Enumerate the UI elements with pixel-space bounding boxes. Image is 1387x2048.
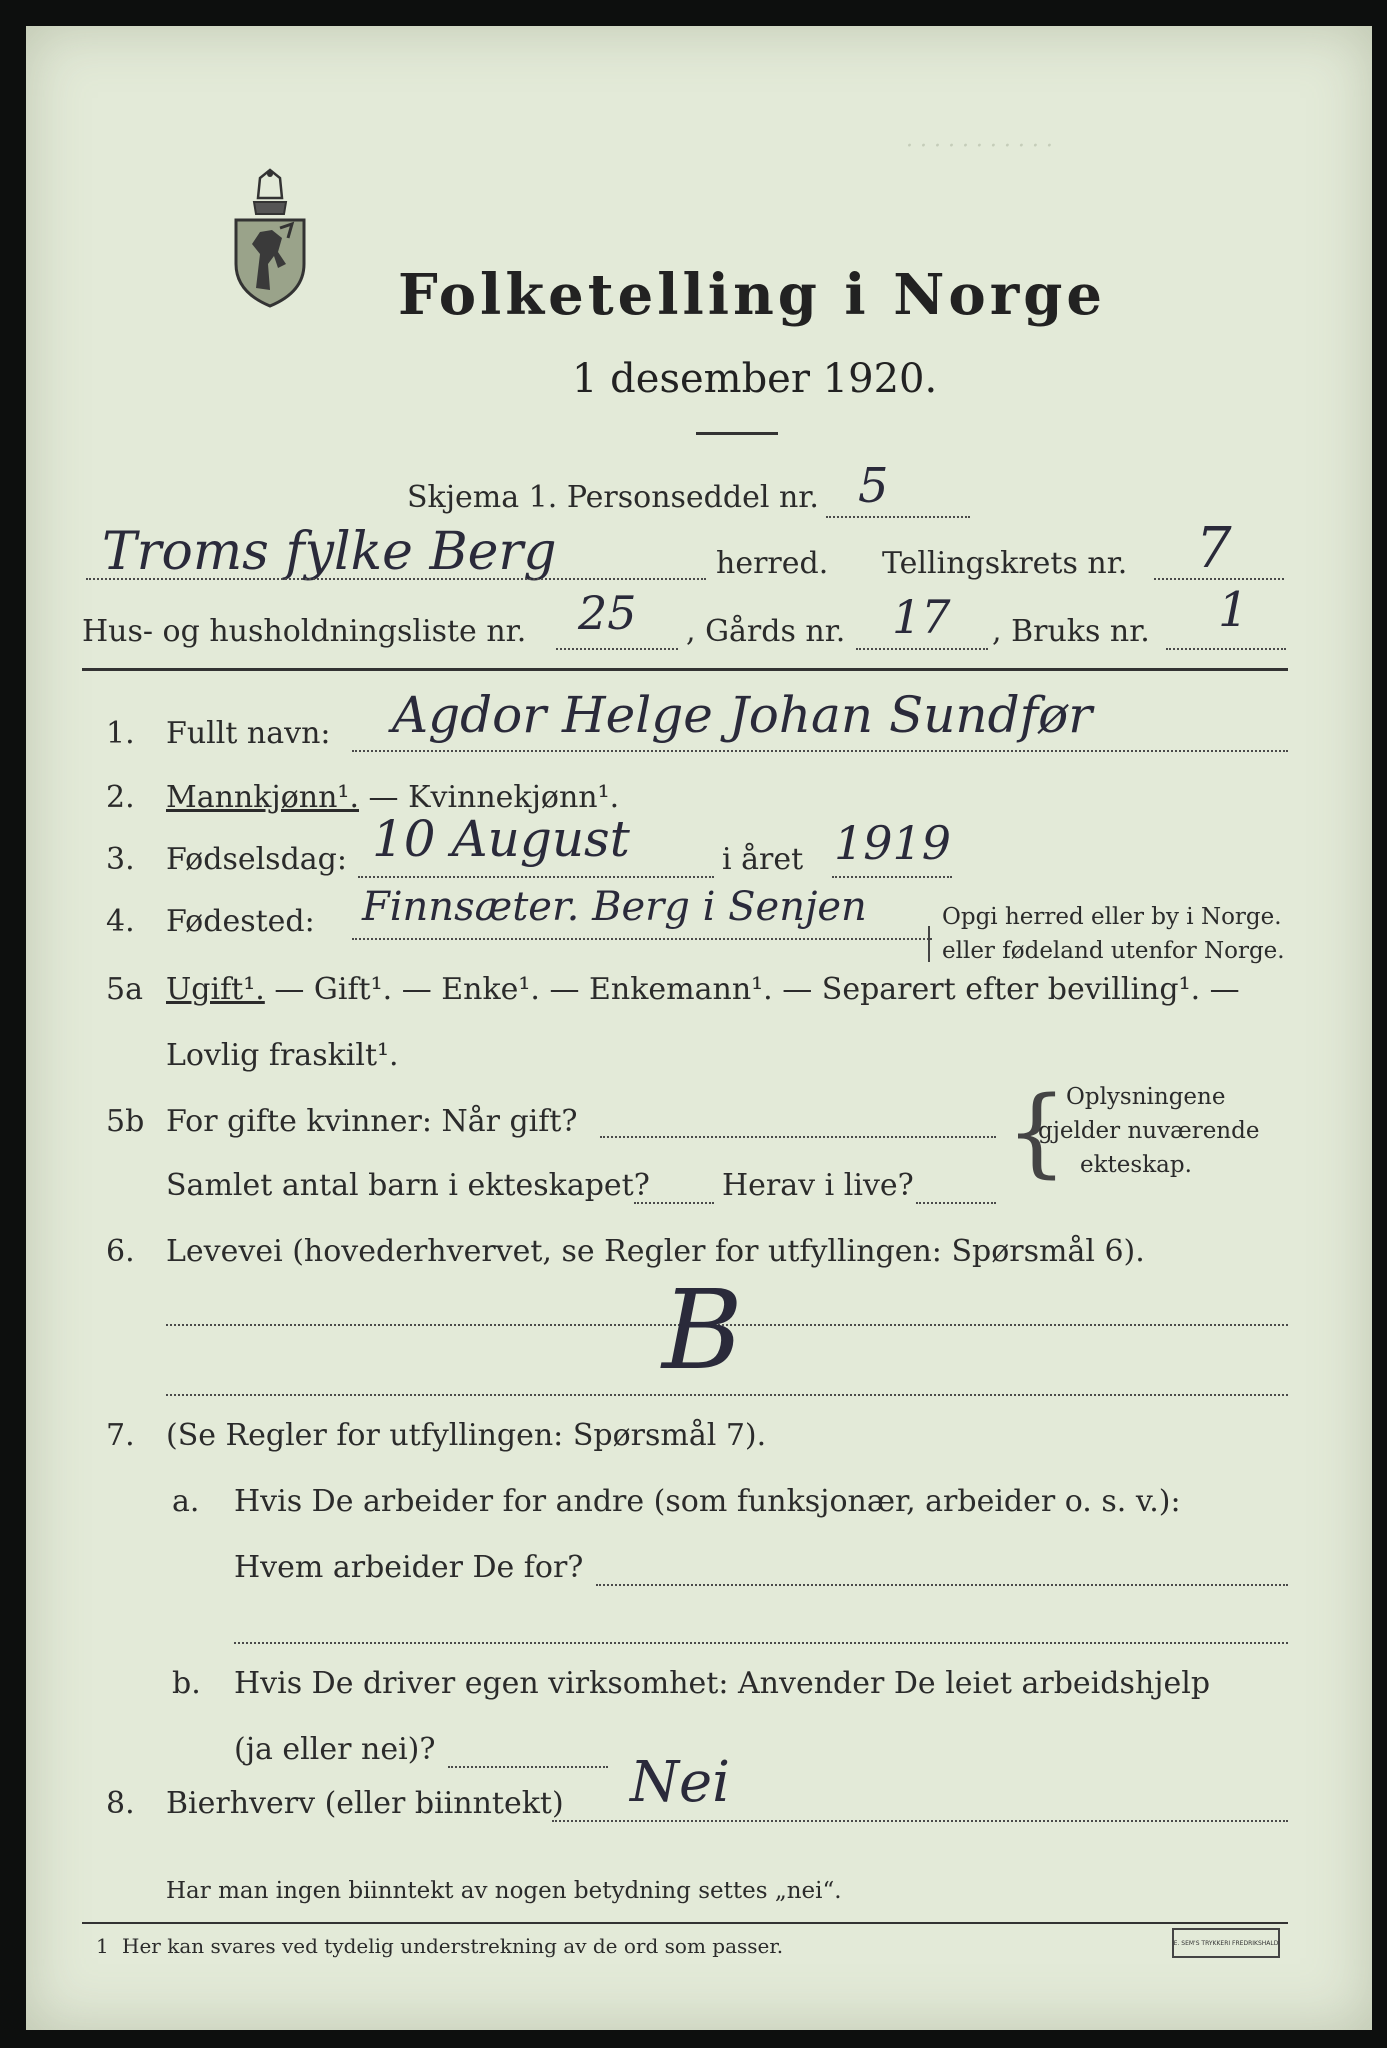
q2-separator: — [359,780,409,815]
personseddel-number: 5 [858,458,889,514]
q6-number: 6. [106,1234,135,1269]
bleed-through-text: · · · · · · · · · · · [906,134,1053,159]
q5a-options [166,972,1240,1007]
biinntekt-note: Har man ingen biinntekt av nogen betydning settes „nei“. [166,1878,842,1904]
q1-dotted-line [352,750,1288,752]
q5b-note-line2: gjelder nuværende [1038,1118,1260,1144]
printer-stamp-text: E. SEM'S TRYKKERI FREDRIKSHALD [1173,1939,1279,1947]
q5b-alive-dotted-line [916,1202,996,1204]
q5b-alive-label: Herav i live? [722,1168,914,1203]
form-title: Folketelling i Norge [398,262,1107,328]
footnote-text: Her kan svares ved tydelig understrekning av de ord som passer. [122,1934,784,1958]
q3-dotted-line [358,876,714,878]
herred-value: Troms fylke Berg [102,522,557,582]
q8-value: Nei [630,1750,731,1815]
q7b-letter: b. [172,1666,201,1701]
q7b-dotted-line [448,1766,608,1768]
q5b-number: 5b [106,1104,145,1139]
footnote-mark: 1 [96,1934,109,1958]
tellingskrets-value: 7 [1196,516,1232,581]
q4-note-line1: Opgi herred eller by i Norge. [942,904,1282,930]
q4-birthplace: Finnsæter. Berg i Senjen [362,884,867,930]
q7-label: (Se Regler for utfyllingen: Spørsmål 7). [166,1418,767,1453]
q7a-letter: a. [172,1484,200,1519]
q7b-text: Hvis De driver egen virksomhet: Anvender De leiet arbeidshjelp [234,1666,1211,1701]
q1-number: 1. [106,716,135,751]
q4-label: Fødested: [166,904,315,939]
q4-note-bracket [928,926,930,962]
q5b-children-dotted-line [634,1202,714,1204]
q5a-number: 5a [106,972,143,1007]
q2-number: 2. [106,780,135,815]
skjema-dotted-line [826,516,970,518]
footnote-divider [82,1922,1288,1924]
q3-label: Fødselsdag: [166,842,347,877]
q5b-note-line3: ekteskap. [1080,1152,1192,1178]
q5b-note-brace: { [1006,1076,1068,1188]
bruks-dotted-line [1166,648,1286,650]
bruks-value: 1 [1218,582,1249,638]
q7-number: 7. [106,1418,135,1453]
q5b-children-label: Samlet antal barn i ekteskapet? [166,1168,650,1203]
herred-dotted-line [86,578,706,580]
q8-dotted-line [552,1820,1288,1822]
q3-year-label: i året [722,842,804,877]
norway-coat-of-arms-icon [230,168,310,308]
q1-full-name: Agdor Helge Johan Sundfør [392,686,1093,744]
q5a-ugift-option: Ugift¹. [166,972,265,1007]
hus-dotted-line [556,648,678,650]
skjema-label: Skjema 1. Personseddel nr. [407,480,819,515]
gards-value: 17 [892,590,951,644]
tellingskrets-label: Tellingskrets nr. [882,546,1128,581]
q7a-dotted-line-2 [234,1642,1288,1644]
q4-number: 4. [106,904,135,939]
hus-value: 25 [578,586,637,640]
q7a-text2: Hvem arbeider De for? [234,1550,584,1585]
q8-number: 8. [106,1786,135,1821]
q3-birthday: 10 August [372,810,630,868]
q6-dotted-line-2 [166,1394,1288,1396]
q3-number: 3. [106,842,135,877]
census-form-page [26,26,1372,2030]
gards-label: , Gårds nr. [686,614,846,649]
section-divider-top [82,668,1288,671]
q8-label: Bierhverv (eller biinntekt) [166,1786,564,1821]
hus-label: Hus- og husholdningsliste nr. [82,614,527,649]
q7b-text2: (ja eller nei)? [234,1732,436,1767]
q5b-dotted-line [600,1136,996,1138]
q3-birth-year: 1919 [834,816,952,870]
bruks-label: , Bruks nr. [992,614,1150,649]
q4-note-line2: eller fødeland utenfor Norge. [942,938,1285,964]
q3-year-dotted-line [832,876,952,878]
form-date: 1 desember 1920. [572,356,938,402]
q5a-other-options: — Gift¹. — Enke¹. — Enkemann¹. — Separert efter bevilling¹. — [264,972,1240,1007]
q6-label: Levevei (hovederhvervet, se Regler for utfyllingen: Spørsmål 6). [166,1234,1145,1269]
q1-label: Fullt navn: [166,716,331,751]
q5b-label: For gifte kvinner: Når gift? [166,1104,578,1139]
q5b-note-line1: Oplysningene [1066,1084,1226,1110]
herred-label: herred. [716,546,829,581]
printer-stamp-box [1172,1928,1280,1958]
title-divider [696,432,778,435]
q7a-dotted-line-1 [596,1584,1288,1586]
q7a-text: Hvis De arbeider for andre (som funksjonær, arbeider o. s. v.): [234,1484,1181,1519]
q2-male-option: Mannkjønn¹. [166,780,359,815]
q2-female-option: Kvinnekjønn¹. [408,780,620,815]
q5a-line2: Lovlig fraskilt¹. [166,1038,399,1073]
gards-dotted-line [856,648,988,650]
q4-dotted-line [352,938,932,940]
q6-occupation: B [662,1266,743,1394]
